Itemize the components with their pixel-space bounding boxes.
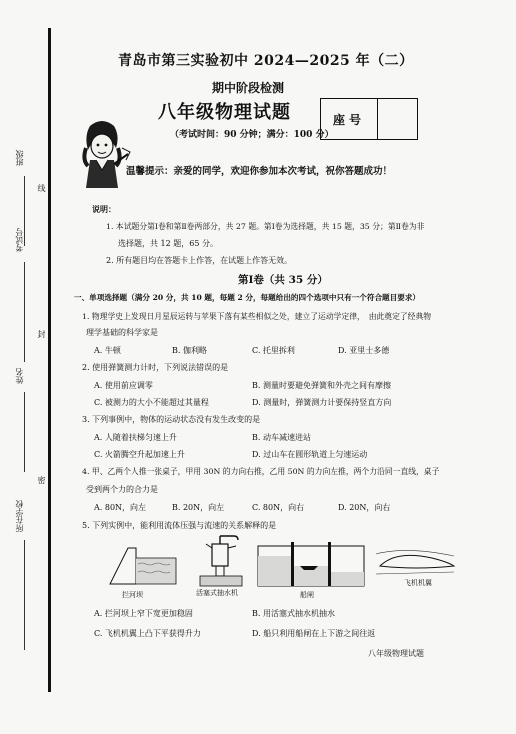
q2-option-a[interactable]: A. 使用前应调零: [94, 381, 153, 390]
name-label: 姓名: [15, 368, 24, 384]
q3-option-c[interactable]: C. 火箭腾空升起加速上升: [94, 450, 185, 459]
school-title: 青岛市第三实验初中 2024—2025 年（二）: [118, 53, 414, 69]
q5-option-a[interactable]: A. 拦河坝上窄下宽更加稳固: [94, 609, 193, 618]
airplane-wing-figure: [376, 548, 456, 578]
q3-option-a[interactable]: A. 人随着扶梯匀速上升: [94, 433, 177, 442]
q2-stem: 2. 使用弹簧测力计时，下列说法错误的是: [82, 363, 229, 372]
q5-option-d[interactable]: D. 船只利用船闸在上下游之间往返: [252, 629, 376, 638]
instruction-1-line1: 1. 本试题分第Ⅰ卷和第Ⅱ卷两部分，共 27 题。第Ⅰ卷为选择题，共 15 题，35 分；第Ⅱ卷为非: [106, 222, 425, 231]
warm-tip: 温馨提示：亲爱的同学，欢迎你参加本次考试，祝你答题成功！: [126, 166, 393, 177]
q5-stem: 5. 下列实例中，能利用流体压强与流速的关系解释的是: [82, 521, 277, 530]
ship-lock-figure: [256, 542, 366, 588]
q1-option-b[interactable]: B. 伽利略: [172, 346, 207, 355]
exam-no-label: 考试号: [15, 228, 24, 252]
instruction-1-line2: 选择题，共 12 题，65 分。: [118, 239, 218, 248]
exam-no-blank: [24, 262, 25, 362]
seat-number-box: [320, 98, 418, 140]
q3-option-d[interactable]: D. 过山车在圆形轨道上匀速运动: [252, 450, 368, 459]
student-mascot-illustration: [72, 118, 132, 190]
q1-option-d[interactable]: D. 亚里士多德: [338, 346, 390, 355]
exam-info: （考试时间：90 分钟；满分：100 分）: [170, 130, 334, 140]
cut-mark-seal: 封: [37, 330, 46, 338]
q1-stem-line1: 1. 物理学史上发现日月星辰运转与苹果下落有某些相似之处，建立了运动学定律， 由此奠定了经典物: [82, 312, 432, 321]
q4-option-c[interactable]: C. 80N，向右: [252, 503, 305, 512]
dam-figure-label: 拦河坝: [122, 591, 143, 599]
name-blank: [24, 392, 25, 472]
q2-option-d[interactable]: D. 测量时，弹簧测力计要保持竖直方向: [252, 398, 392, 407]
class-label: 班级: [15, 150, 24, 166]
q4-stem-line1: 4. 甲、乙两个人推一张桌子，甲用 30N 的力向右推，乙用 50N 的力向左推，两个力沿同一直线，桌子: [82, 467, 440, 476]
q1-stem-line2: 理学基础的科学家是: [86, 328, 158, 337]
school-label: 所在学校: [15, 500, 24, 532]
q1-option-c[interactable]: C. 托里拆利: [252, 346, 295, 355]
q5-option-c[interactable]: C. 飞机机翼上凸下平获得升力: [94, 629, 201, 638]
section1-title: 第Ⅰ卷（共 35 分）: [238, 274, 328, 286]
q4-option-a[interactable]: A. 80N，向左: [94, 503, 147, 512]
q5-option-b[interactable]: B. 用活塞式抽水机抽水: [252, 609, 335, 618]
q3-stem: 3. 下列事例中，物体的运动状态没有发生改变的是: [82, 415, 261, 424]
ship-lock-figure-label: 船闸: [300, 591, 314, 599]
footer-text: 八年级物理试题: [368, 649, 424, 658]
q2-option-b[interactable]: B. 测量时要避免弹簧和外壳之间有摩擦: [252, 381, 391, 390]
q4-stem-line2: 受到两个力的合力是: [86, 485, 158, 494]
q4-option-b[interactable]: B. 20N，向左: [172, 503, 225, 512]
q4-option-d[interactable]: D. 20N，向右: [338, 503, 391, 512]
seat-number-field[interactable]: [378, 99, 417, 139]
instruction-2: 2. 所有题目均在答题卡上作答，在试题上作答无效。: [106, 256, 293, 265]
binding-line: [48, 28, 51, 692]
q1-option-a[interactable]: A. 牛顿: [94, 346, 121, 355]
cut-mark-line: 线: [37, 184, 46, 192]
cut-mark-secret: 密: [37, 476, 46, 484]
exam-stage: 期中阶段检测: [212, 81, 285, 95]
instructions-heading: 说明：: [92, 204, 116, 214]
q2-option-c[interactable]: C. 被测力的大小不能超过其量程: [94, 398, 209, 407]
school-blank: [24, 540, 25, 650]
seat-label: 座号: [321, 99, 378, 139]
q3-option-b[interactable]: B. 动车减速进站: [252, 433, 311, 442]
airplane-wing-figure-label: 飞机机翼: [404, 579, 432, 587]
piston-pump-figure-label: 活塞式抽水机: [196, 589, 238, 597]
dam-figure: [108, 540, 178, 588]
paper-title: 八年级物理试题: [158, 102, 291, 123]
section1-part-heading: 一、单项选择题（满分 20 分，共 10 题，每题 2 分，每题给出的四个选项中只有一个符合题目要求）: [74, 293, 421, 302]
piston-pump-figure: [196, 534, 246, 588]
